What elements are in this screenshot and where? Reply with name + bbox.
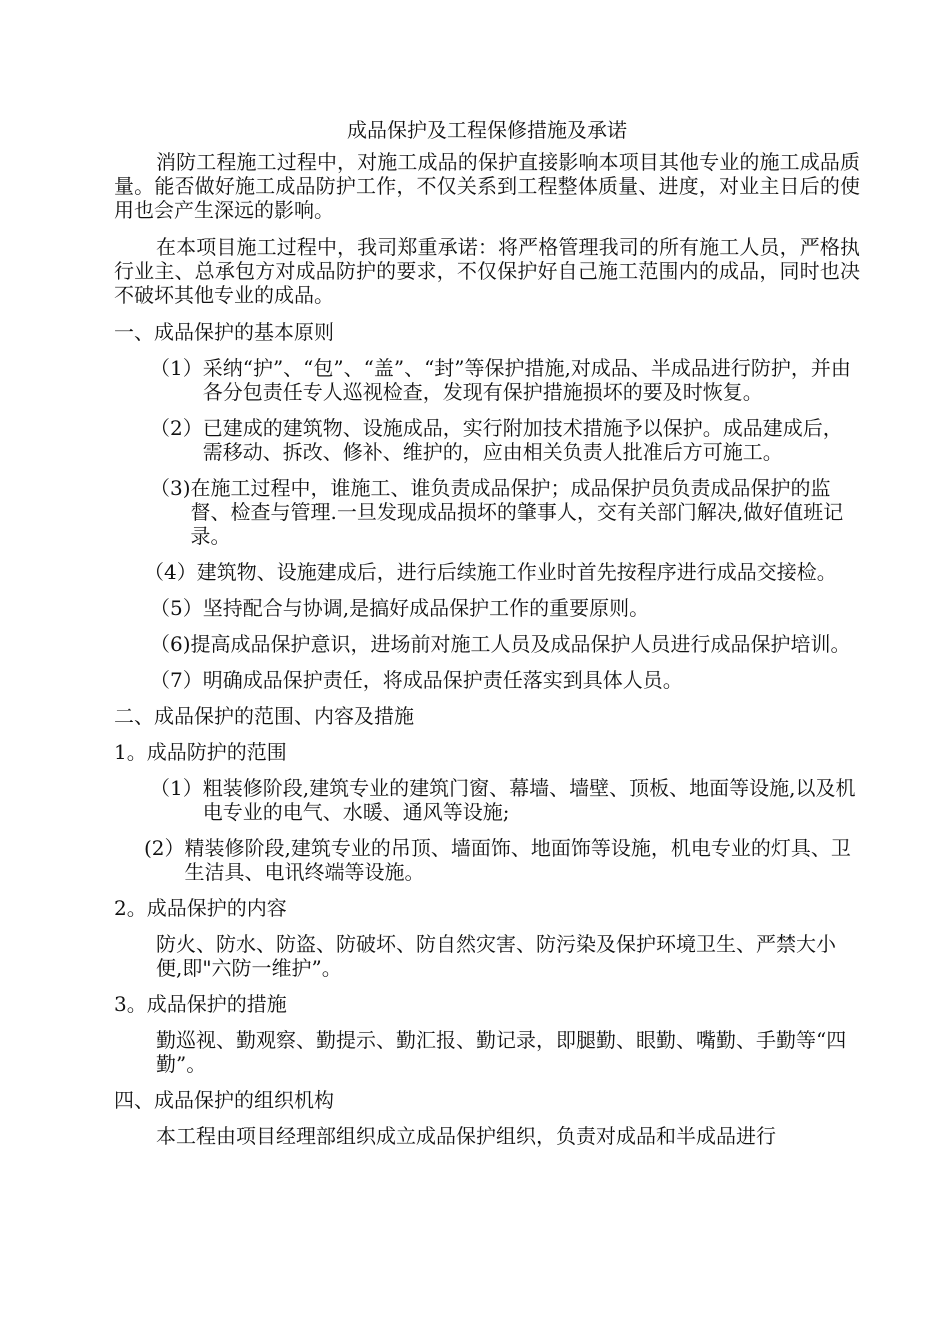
- subsection-content-heading: 2。成品保护的内容: [114, 896, 287, 920]
- section-4-paragraph: 本工程由项目经理部组织成立成品保护组织，负责对成品和半成品进行: [156, 1124, 776, 1148]
- principle-item-number: （7）: [150, 668, 203, 692]
- principle-item-text: 提高成品保护意识，进场前对施工人员及成品保护人员进行成品保护培训。: [190, 632, 851, 656]
- principle-item-text: 已建成的建筑物、设施成品，实行附加技术措施予以保护。成品建成后，需移动、拆改、修补、维护的，应由相关负责人批准后方可施工。: [202, 416, 843, 464]
- principle-item-5: [150, 596, 860, 620]
- principle-item-number: （6): [150, 632, 191, 656]
- subsection-measures-heading: 3。成品保护的措施: [114, 992, 287, 1016]
- principle-item-number: （5）: [150, 596, 203, 620]
- principle-item-2: [150, 416, 860, 464]
- section-2-heading: 二、成品保护的范围、内容及措施: [114, 704, 414, 728]
- principle-item-4: [144, 560, 860, 584]
- principle-item-text: 明确成品保护责任，将成品保护责任落实到具体人员。: [202, 668, 683, 692]
- subsection-content-text: 防火、防水、防盗、防破坏、防自然灾害、防污染及保护环境卫生、严禁大小便,即"六防一维护”。: [156, 932, 836, 980]
- principle-item-text: 在施工过程中，谁施工、谁负责成品保护；成品保护员负责成品保护的监督、检查与管理.一旦发现成品损坏的肇事人，交有关部门解决,做好值班记录。: [190, 476, 844, 548]
- scope-item-text: 精装修阶段,建筑专业的吊顶、墙面饰、地面饰等设施，机电专业的灯具、卫生洁具、电讯终端等设施。: [184, 836, 851, 884]
- principle-item-1: [150, 356, 860, 404]
- principle-item-number: （2）: [150, 416, 203, 440]
- scope-item-number: (2）: [144, 836, 185, 860]
- principle-item-6: [150, 632, 860, 656]
- principle-item-3: [150, 476, 860, 548]
- intro-paragraph-2: 在本项目施工过程中，我司郑重承诺：将严格管理我司的所有施工人员，严格执行业主、总承包方对成品防护的要求，不仅保护好自己施工范围内的成品，同时也决不破坏其他专业的成品。: [114, 235, 860, 307]
- principle-item-number: （1）: [150, 356, 203, 380]
- principle-item-number: （3): [150, 476, 191, 500]
- principle-item-number: （4）: [144, 560, 197, 584]
- section-1-heading: 一、成品保护的基本原则: [114, 320, 334, 344]
- subsection-measures-text: 勤巡视、勤观察、勤提示、勤汇报、勤记录，即腿勤、眼勤、嘴勤、手勤等“四勤”。: [156, 1028, 847, 1076]
- scope-item-text: 粗装修阶段,建筑专业的建筑门窗、幕墙、墙壁、顶板、地面等设施,以及机电专业的电气、水暖、通风等设施;: [202, 776, 856, 824]
- scope-item-2: [144, 836, 860, 884]
- subsection-scope-heading: 1。成品防护的范围: [114, 740, 287, 764]
- principle-item-text: 建筑物、设施建成后，进行后续施工作业时首先按程序进行成品交接检。: [196, 560, 837, 584]
- intro-paragraph-1: 消防工程施工过程中，对施工成品的保护直接影响本项目其他专业的施工成品质量。能否做好施工成品防护工作，不仅关系到工程整体质量、进度，对业主日后的使用也会产生深远的影响。: [114, 150, 860, 222]
- principle-item-text: 采纳“护”、“包”、“盖”、“封”等保护措施,对成品、半成品进行防护，并由各分包责任专人巡视检查，发现有保护措施损坏的要及时恢复。: [202, 356, 851, 404]
- section-4-heading: 四、成品保护的组织机构: [114, 1088, 334, 1112]
- principle-item-7: [150, 668, 860, 692]
- scope-item-1: [150, 776, 860, 824]
- scope-item-number: （1）: [150, 776, 203, 800]
- document-title: 成品保护及工程保修措施及承诺: [347, 118, 627, 142]
- principle-item-text: 坚持配合与协调,是搞好成品保护工作的重要原则。: [202, 596, 650, 620]
